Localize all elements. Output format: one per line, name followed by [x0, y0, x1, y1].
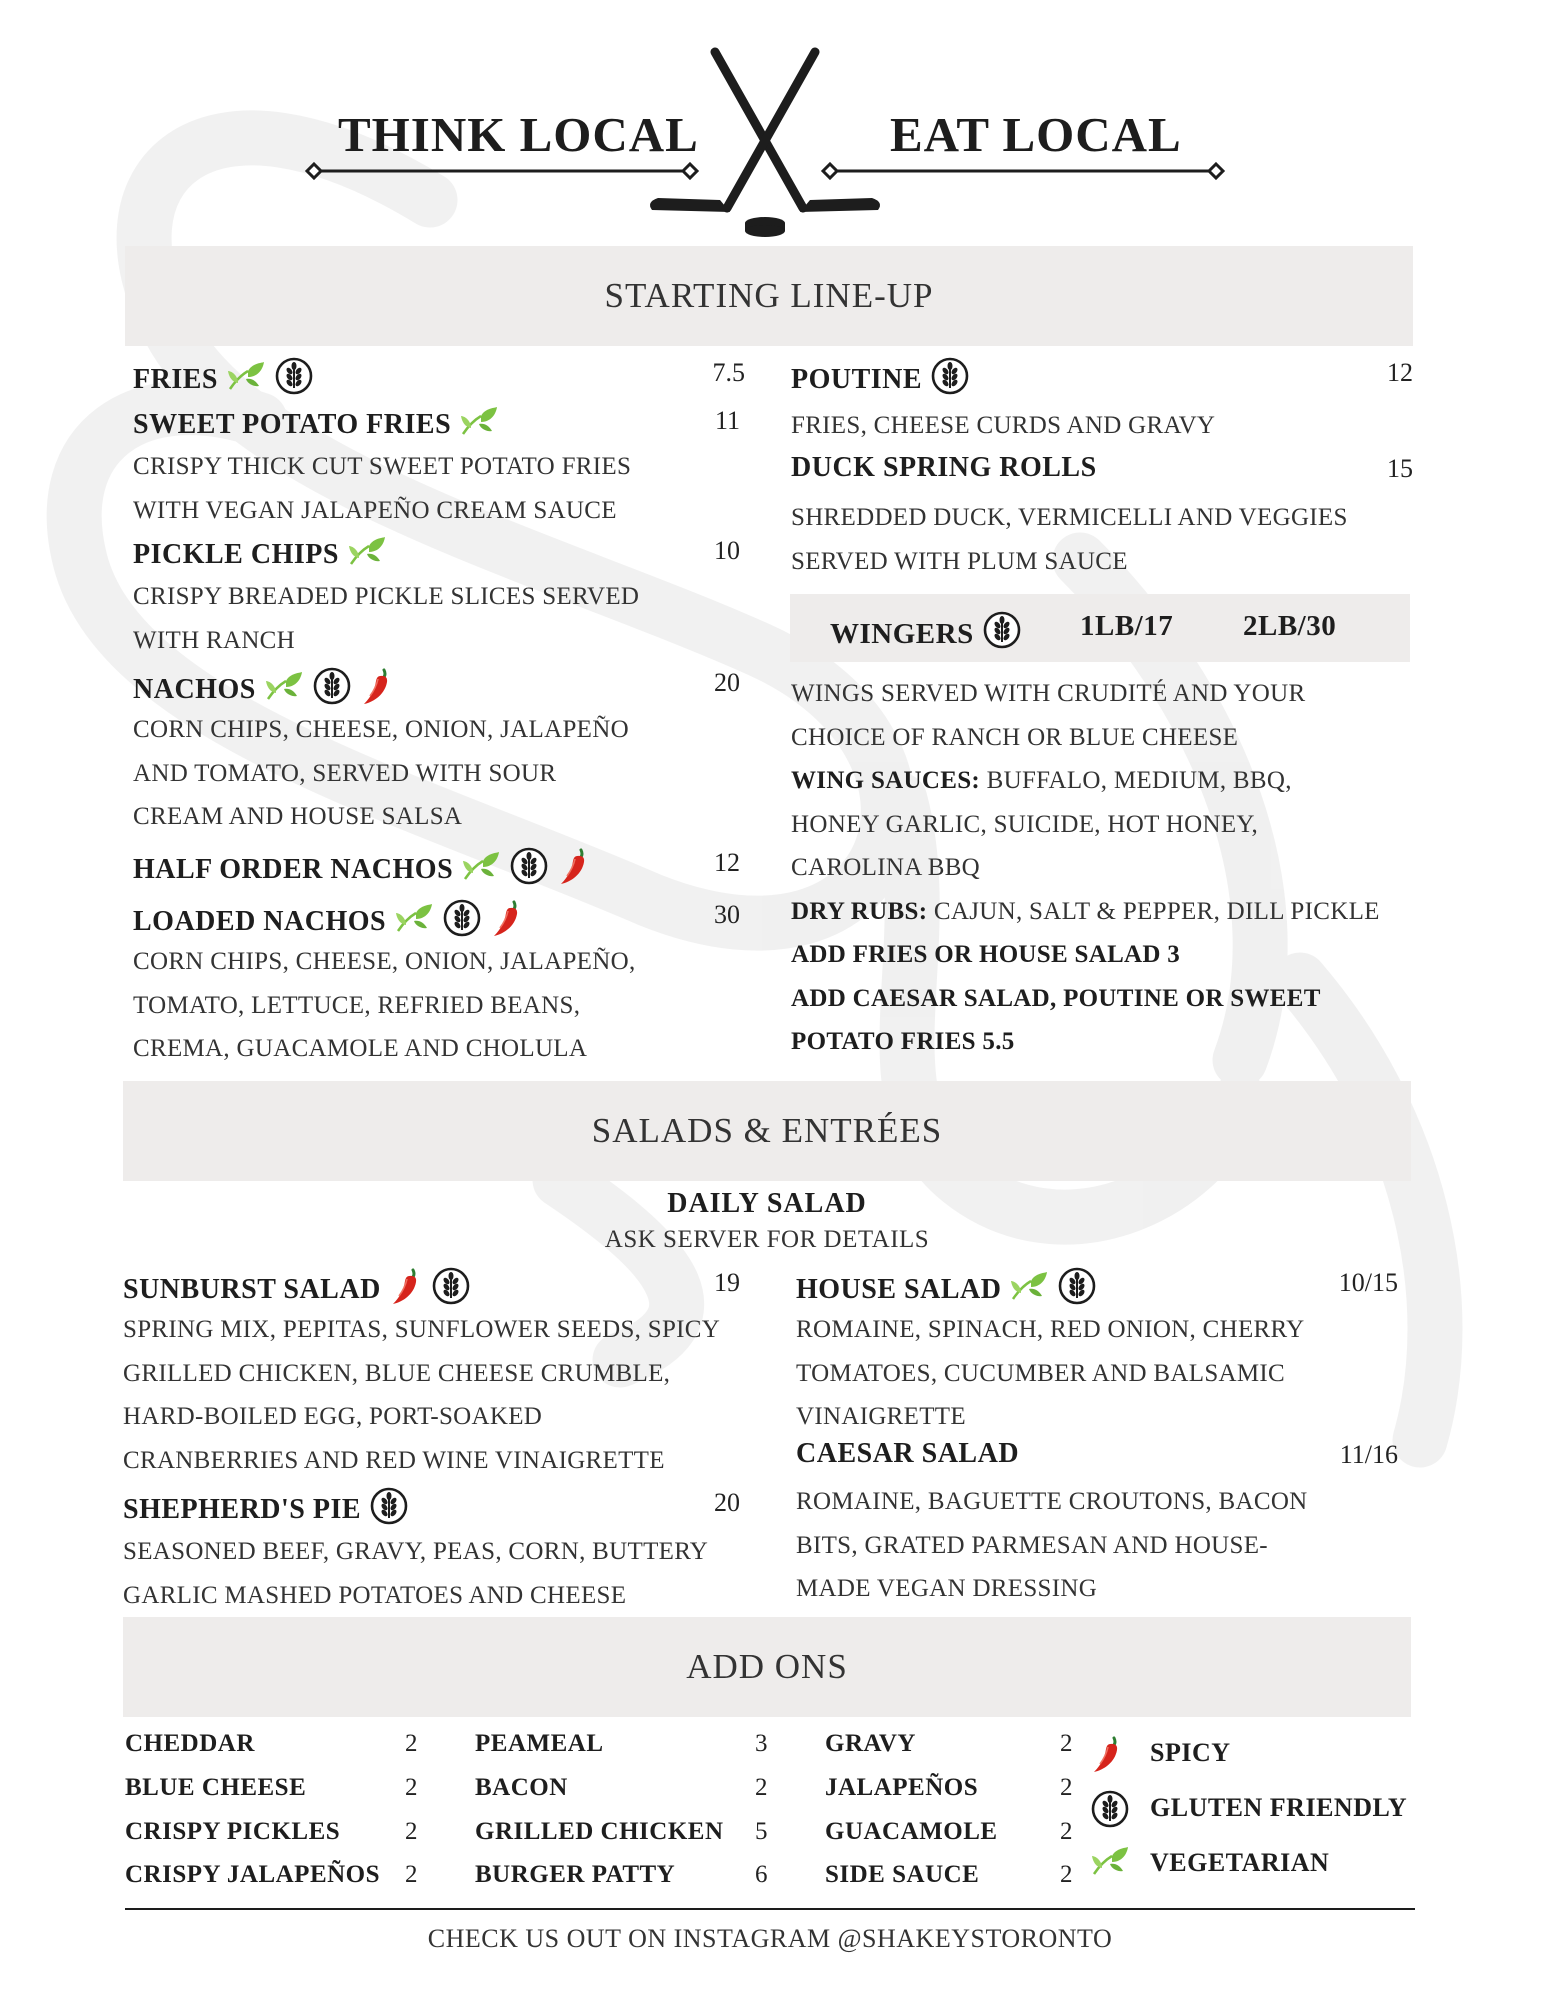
add-fries-line: ADD FRIES OR HOUSE SALAD 3 [791, 941, 1181, 968]
legend-label-vegetarian: VEGETARIAN [1150, 1848, 1330, 1877]
menu-item-price: 30 [714, 900, 740, 929]
addon-crispy-jalape-os: CRISPY JALAPEÑOS [125, 1861, 381, 1888]
menu-item-price: 12 [1387, 358, 1413, 387]
addon-grilled-chicken: GRILLED CHICKEN [475, 1818, 724, 1845]
dry-rubs-text: CAJUN, SALT & PEPPER, DILL PICKLE [927, 897, 1380, 925]
menu-item-name: DUCK SPRING ROLLS [791, 452, 1097, 483]
gluten-icon [930, 356, 970, 404]
section-title-addons: ADD ONS [686, 1647, 848, 1686]
menu-item-description [133, 575, 639, 662]
wing-sauces-line [791, 759, 1380, 803]
menu-item-shepherd-s-pie [123, 1486, 409, 1534]
pepper-icon [557, 846, 591, 894]
addon-cheddar: CHEDDAR [125, 1730, 255, 1757]
addon-price: 2 [405, 1774, 418, 1801]
add-on-line [791, 1020, 1380, 1064]
menu-item-price: 7.5 [712, 358, 745, 387]
menu-item-half-order-nachos [133, 846, 591, 894]
menu-item-name: SHEPHERD'S PIE [123, 1494, 362, 1525]
addon-peameal: PEAMEAL [475, 1730, 604, 1757]
wingers-price-1lb: 1LB/17 [1080, 610, 1174, 642]
menu-item-description [133, 940, 636, 1071]
leaf-icon [347, 534, 387, 576]
menu-item-desc-line: VINAIGRETTE [796, 1403, 966, 1430]
menu-item-desc-line: CORN CHIPS, CHEESE, ONION, JALAPEÑO [133, 716, 629, 743]
addon-price: 3 [755, 1730, 768, 1757]
gluten-icon [369, 1486, 409, 1534]
legend-label-spicy: SPICY [1150, 1738, 1231, 1767]
menu-item-sunburst-salad [123, 1266, 471, 1314]
daily-salad-title: DAILY SALAD [667, 1188, 867, 1219]
pepper-icon [1090, 1734, 1124, 1779]
leaf-icon [1090, 1844, 1130, 1883]
section-band-starting [125, 246, 1413, 346]
menu-item-desc-line: ROMAINE, BAGUETTE CROUTONS, BACON [796, 1488, 1308, 1515]
addon-price: 2 [755, 1774, 768, 1801]
hockey-sticks-logo [300, 40, 1240, 240]
menu-item-name: SWEET POTATO FRIES [133, 409, 452, 440]
gluten-icon [1090, 1789, 1130, 1834]
menu-item-desc-line: CORN CHIPS, CHEESE, ONION, JALAPEÑO, [133, 948, 636, 975]
menu-item-desc-line: AND TOMATO, SERVED WITH SOUR [133, 759, 557, 787]
menu-item-price: 11/16 [1339, 1440, 1398, 1469]
menu-item-desc-line: CRANBERRIES AND RED WINE VINAIGRETTE [123, 1446, 665, 1474]
menu-item-desc-line: WITH RANCH [133, 626, 296, 654]
gluten-icon [982, 610, 1022, 658]
menu-item-name: CAESAR SALAD [796, 1438, 1020, 1469]
menu-item-price: 20 [714, 1488, 740, 1517]
menu-item-duck-spring-rolls [791, 452, 1097, 484]
menu-item-poutine [791, 356, 970, 404]
menu-item-desc-line: SHREDDED DUCK, VERMICELLI AND VEGGIES [791, 504, 1348, 531]
menu-item-caesar-salad [796, 1438, 1019, 1470]
menu-item-description [133, 445, 631, 532]
menu-item-desc-line: SPRING MIX, PEPITAS, SUNFLOWER SEEDS, SPICY [123, 1316, 721, 1343]
menu-item-price: 20 [714, 668, 740, 697]
menu-item-desc-line: BITS, GRATED PARMESAN AND HOUSE- [796, 1531, 1268, 1559]
menu-item-house-salad [796, 1266, 1097, 1314]
menu-item-name: PICKLE CHIPS [133, 539, 339, 570]
dry-rubs-label: DRY RUBS: [791, 897, 928, 925]
menu-item-desc-line: CREMA, GUACAMOLE AND CHOLULA [133, 1035, 588, 1062]
add-caesar-line: ADD CAESAR SALAD, POUTINE OR SWEET [791, 984, 1321, 1012]
menu-item-desc-line: WITH VEGAN JALAPEÑO CREAM SAUCE [133, 496, 617, 524]
footer-divider [125, 1908, 1415, 1910]
menu-item-desc-line: SEASONED BEEF, GRAVY, PEAS, CORN, BUTTERY [123, 1538, 709, 1565]
menu-item-name: LOADED NACHOS [133, 906, 387, 937]
wingers-desc-line: WINGS SERVED WITH CRUDITÉ AND YOUR [791, 680, 1306, 707]
add-on-line [791, 933, 1380, 977]
menu-item-price: 10 [714, 536, 740, 565]
addon-price: 5 [755, 1818, 768, 1845]
menu-item-name: HALF ORDER NACHOS [133, 854, 454, 885]
header-eat-local: EAT LOCAL [890, 107, 1182, 162]
menu-item-desc-line: GRILLED CHICKEN, BLUE CHEESE CRUMBLE, [123, 1359, 671, 1387]
wingers-price-2lb: 2LB/30 [1243, 610, 1337, 642]
wingers-title [830, 610, 1022, 658]
menu-item-name: NACHOS [133, 674, 256, 705]
menu-item-desc-line: TOMATOES, CUCUMBER AND BALSAMIC [796, 1359, 1286, 1387]
menu-item-name: FRIES [133, 364, 218, 395]
menu-item-description [796, 1308, 1304, 1439]
gluten-icon [312, 666, 352, 714]
menu-item-description [123, 1308, 720, 1482]
section-title-salads: SALADS & ENTRÉES [591, 1111, 943, 1150]
gluten-icon [431, 1266, 471, 1314]
pepper-icon [389, 1266, 423, 1314]
gluten-icon [274, 356, 314, 404]
section-title-starting: STARTING LINE-UP [604, 276, 934, 315]
addon-price: 6 [755, 1861, 768, 1888]
section-band-addons [123, 1617, 1411, 1717]
menu-item-desc-line: CRISPY THICK CUT SWEET POTATO FRIES [133, 453, 632, 480]
addon-price: 2 [1060, 1861, 1073, 1888]
footer-instagram: CHECK US OUT ON INSTAGRAM @SHAKEYSTORONTO [427, 1924, 1113, 1953]
menu-item-description [123, 1530, 708, 1617]
menu-item-price: 10/15 [1338, 1268, 1398, 1297]
addon-blue-cheese: BLUE CHEESE [125, 1774, 307, 1801]
dry-rubs-line [791, 890, 1380, 934]
wingers-desc-line: CHOICE OF RANCH OR BLUE CHEESE [791, 723, 1239, 751]
add-caesar-line: POTATO FRIES 5.5 [791, 1028, 1015, 1055]
menu-item-price: 15 [1387, 454, 1413, 483]
menu-item-pickle-chips [133, 534, 387, 576]
menu-item-desc-line: CRISPY BREADED PICKLE SLICES SERVED [133, 583, 640, 610]
leaf-icon [461, 849, 501, 891]
menu-item-name: HOUSE SALAD [796, 1274, 1002, 1305]
wing-sauces-label: WING SAUCES: [791, 767, 981, 794]
menu-item-desc-line: ROMAINE, SPINACH, RED ONION, CHERRY [796, 1316, 1305, 1343]
menu-item-desc-line: FRIES, CHEESE CURDS AND GRAVY [791, 412, 1216, 439]
menu-item-loaded-nachos [133, 898, 524, 946]
header-think-local: THINK LOCAL [338, 107, 699, 162]
addon-price: 2 [1060, 1774, 1073, 1801]
menu-item-desc-line: GARLIC MASHED POTATOES AND CHEESE [123, 1581, 627, 1609]
menu-item-desc-line: MADE VEGAN DRESSING [796, 1575, 1098, 1602]
menu-item-name: SUNBURST SALAD [123, 1274, 381, 1305]
wingers-name: WINGERS [830, 617, 974, 650]
menu-item-description [791, 496, 1348, 583]
addon-burger-patty: BURGER PATTY [475, 1861, 676, 1888]
menu-item-price: 12 [714, 848, 740, 877]
menu-item-desc-line: HARD-BOILED EGG, PORT-SOAKED [123, 1403, 543, 1430]
section-band-salads [123, 1081, 1411, 1181]
addon-jalape-os: JALAPEÑOS [825, 1774, 979, 1801]
wing-sauces-line: CAROLINA BBQ [791, 854, 981, 881]
addon-price: 2 [405, 1818, 418, 1845]
leaf-icon [459, 404, 499, 446]
leaf-icon [264, 669, 304, 711]
wing-sauces-text: BUFFALO, MEDIUM, BBQ, [980, 767, 1292, 794]
menu-item-fries [133, 356, 314, 404]
addon-price: 2 [405, 1861, 418, 1888]
addon-price: 2 [1060, 1730, 1073, 1757]
wing-sauces-line: HONEY GARLIC, SUICIDE, HOT HONEY, [791, 810, 1259, 838]
menu-item-desc-line: TOMATO, LETTUCE, REFRIED BEANS, [133, 991, 581, 1019]
leaf-icon [226, 359, 266, 401]
daily-salad-desc: ASK SERVER FOR DETAILS [604, 1226, 930, 1253]
addon-guacamole: GUACAMOLE [825, 1818, 998, 1845]
pepper-icon [490, 898, 524, 946]
menu-item-description [791, 404, 1215, 448]
leaf-icon [1009, 1269, 1049, 1311]
addon-price: 2 [1060, 1818, 1073, 1845]
menu-item-description [133, 708, 629, 839]
menu-item-desc-line: SERVED WITH PLUM SAUCE [791, 547, 1128, 575]
addon-gravy: GRAVY [825, 1730, 916, 1757]
gluten-icon [442, 898, 482, 946]
addon-price: 2 [405, 1730, 418, 1757]
wingers-description [791, 672, 1380, 1064]
menu-item-description [796, 1480, 1308, 1611]
menu-item-price: 11 [714, 406, 740, 435]
leaf-icon [394, 901, 434, 943]
legend-label-gluten-friendly: GLUTEN FRIENDLY [1150, 1793, 1408, 1822]
menu-item-sweet-potato-fries [133, 404, 499, 446]
gluten-icon [509, 846, 549, 894]
menu-item-nachos [133, 666, 394, 714]
add-on-line [791, 977, 1380, 1021]
menu-item-name: POUTINE [791, 364, 923, 395]
menu-item-price: 19 [714, 1268, 740, 1297]
menu-item-desc-line: CREAM AND HOUSE SALSA [133, 803, 463, 830]
addon-side-sauce: SIDE SAUCE [825, 1861, 980, 1888]
gluten-icon [1057, 1266, 1097, 1314]
addon-crispy-pickles: CRISPY PICKLES [125, 1818, 341, 1845]
pepper-icon [360, 666, 394, 714]
addon-bacon: BACON [475, 1774, 568, 1801]
